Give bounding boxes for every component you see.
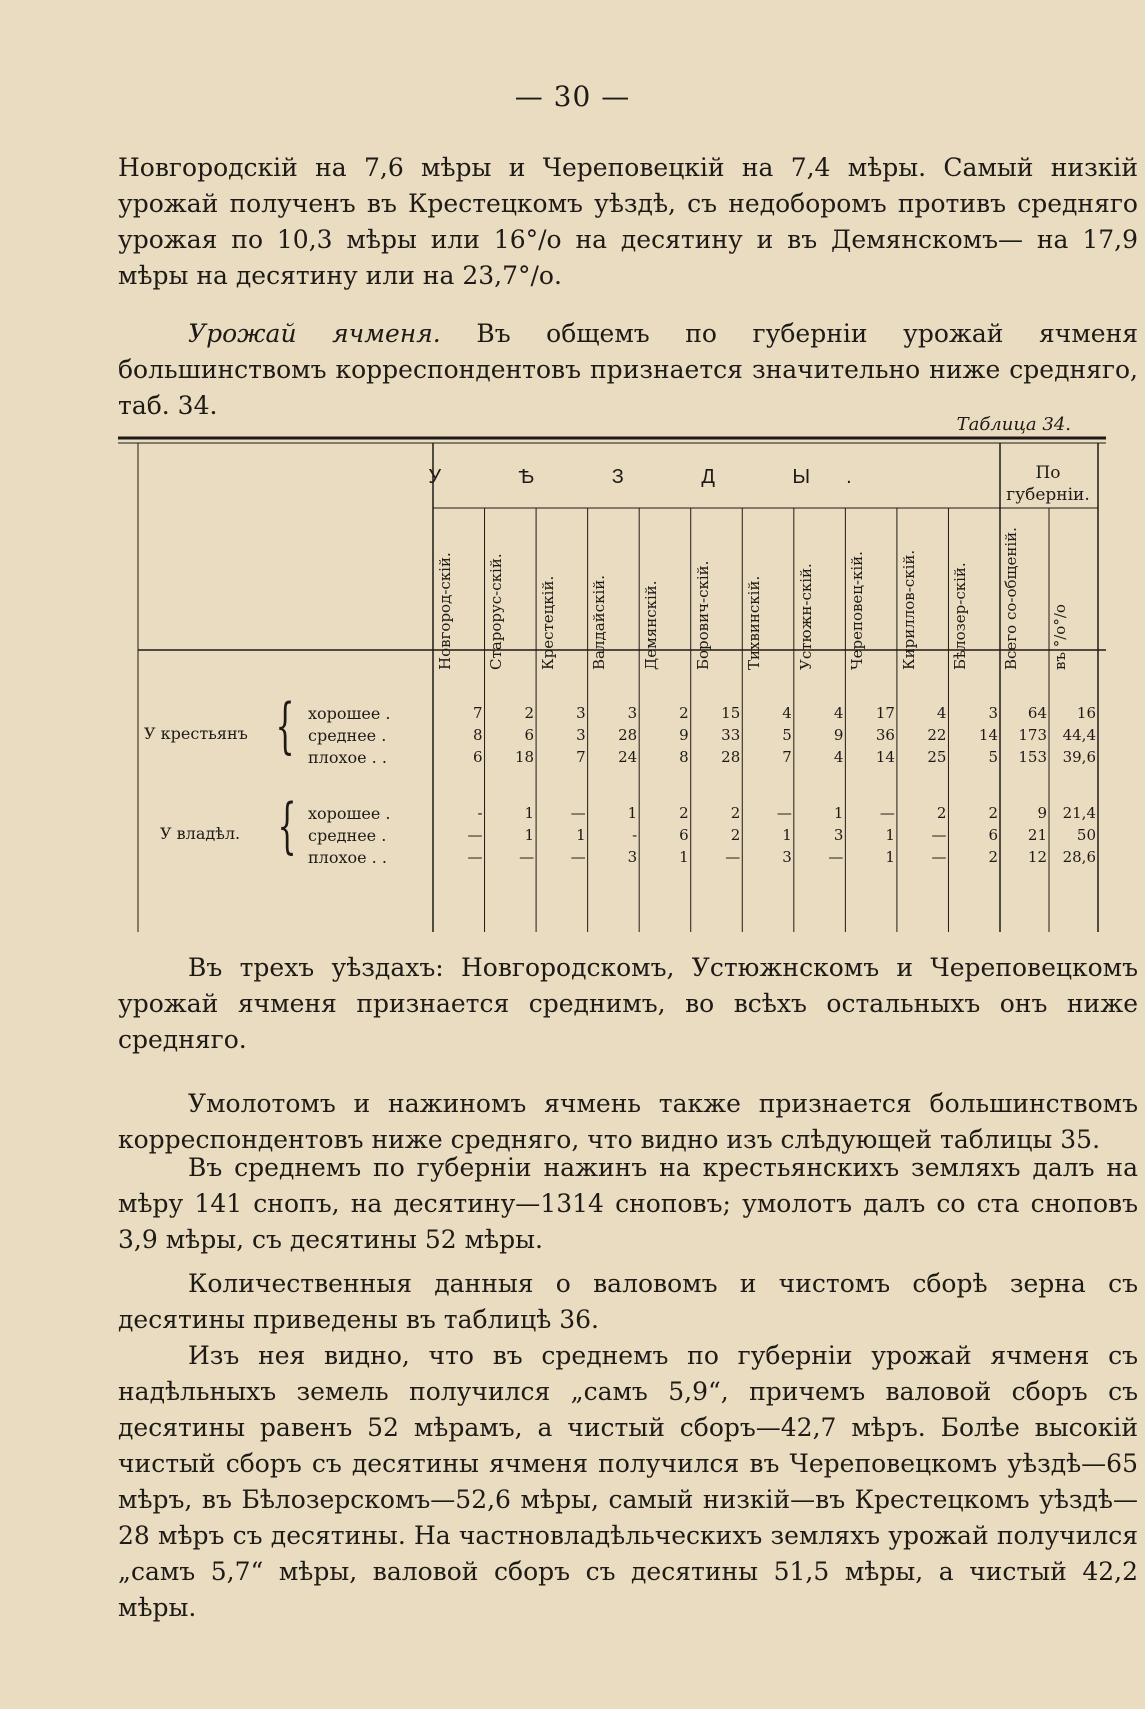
table-cell: 9	[679, 726, 689, 744]
table-cell: 14	[875, 748, 895, 766]
table-cell: 1	[679, 848, 689, 866]
column-header: Демянскій.	[641, 580, 660, 670]
table-cell: 28	[721, 748, 741, 766]
table-cell: 1	[576, 826, 586, 844]
table-cell: 5	[988, 748, 998, 766]
column-header: Череповец-кій.	[848, 551, 867, 670]
table-cell: —	[467, 848, 483, 866]
column-header: Староруc-скій.	[487, 553, 506, 670]
column-header: Бѣлозер-скій.	[951, 562, 970, 670]
table-cell: 5	[782, 726, 792, 744]
column-header: Всего со-общеній.	[1001, 527, 1020, 670]
table-cell: 17	[875, 704, 895, 722]
table-cell: 6	[472, 748, 483, 766]
table-cell: 3	[782, 848, 792, 866]
table-cell: 3	[576, 726, 586, 744]
column-header: Борович-скій.	[693, 560, 712, 670]
table-cell: 21	[1027, 826, 1047, 844]
table-cell: —	[931, 826, 947, 844]
gubernia-header: По губерніи.	[1006, 463, 1090, 505]
table-cell: 7	[576, 748, 586, 766]
table-cell: 64	[1027, 704, 1047, 722]
table-cell: 21,4	[1062, 804, 1096, 822]
table-cell: —	[467, 826, 483, 844]
column-header: Валдайскій.	[590, 574, 609, 670]
table-cell: 28	[618, 726, 638, 744]
table-cell: —	[570, 848, 586, 866]
table-cell: 22	[927, 726, 947, 744]
table-cell: 3	[627, 704, 638, 722]
table-cell: 2	[524, 704, 535, 722]
table-cell: 2	[936, 804, 947, 822]
table-34	[118, 436, 1106, 932]
table-cell: 12	[1027, 848, 1047, 866]
table-cell: 39,6	[1062, 748, 1096, 766]
column-header: Кириллов-скій.	[899, 549, 918, 670]
table-cell: 9	[833, 726, 844, 744]
row-label: среднее .	[308, 726, 387, 745]
paragraph-5	[118, 1150, 1138, 1258]
row-label: хорошее .	[308, 804, 391, 823]
table-cell: —	[828, 848, 844, 866]
table-cell: 6	[988, 826, 998, 844]
table-cell: 7	[782, 748, 792, 766]
table-cell: 8	[679, 748, 689, 766]
table-cell: 16	[1076, 704, 1096, 722]
table-cell: 1	[885, 826, 895, 844]
paragraph-4-text: Умолотомъ и нажиномъ ячмень также признается большинствомъ корреспондентовъ ниже средняго, что видно изъ слѣдующей таблицы 35.	[118, 1089, 1138, 1154]
table-cell: 28,6	[1062, 848, 1096, 866]
row-group-label: У крестьянъ	[144, 724, 248, 743]
table-cell: 2	[730, 804, 741, 822]
table-cell: —	[519, 848, 535, 866]
table-cell: 33	[721, 726, 741, 744]
table-cell: 3	[627, 848, 638, 866]
table-cell: 6	[524, 726, 535, 744]
table-cell: —	[931, 848, 947, 866]
table-caption: Таблица 34.	[956, 414, 1071, 435]
paragraph-3	[118, 950, 1138, 1058]
table-cell: 4	[833, 748, 844, 766]
row-label: плохое . .	[308, 748, 387, 767]
paragraph-1: Новгородскій на 7,6 мѣры и Череповецкій на 7,4 мѣры. Самый низкій урожай полученъ въ Крестецкомъ уѣздѣ, съ недоборомъ противъ средняго урожая по 10,3 мѣры или 16°/о на десятину и въ Демянскомъ— на 17,9 мѣры на десятину или на 23,7°/о.	[118, 153, 1138, 290]
column-header: въ °/о°/о	[1050, 604, 1069, 670]
table-cell: 6	[679, 826, 689, 844]
paragraph-4	[118, 1086, 1138, 1158]
table-cell: 1	[885, 848, 895, 866]
table-cell: 4	[936, 704, 947, 722]
table-cell: 2	[679, 804, 689, 822]
table-cell: 3	[833, 826, 844, 844]
table-cell: 2	[988, 848, 998, 866]
column-header: Новгород-скій.	[435, 552, 454, 670]
uezdy-header: У Ѣ З Д Ы.	[428, 466, 888, 488]
paragraph-2	[118, 316, 1138, 424]
page-number: — 30 —	[514, 80, 631, 113]
table-cell: 50	[1076, 826, 1096, 844]
paragraph-3-text: Въ трехъ уѣздахъ: Новгородскомъ, Устюжнскомъ и Череповецкомъ урожай ячменя признается среднимъ, во всѣхъ остальныхъ онъ ниже средняго.	[118, 953, 1138, 1054]
section-heading-barley: Урожай ячменя.	[188, 319, 441, 348]
table-cell: 36	[875, 726, 895, 744]
table-cell: 173	[1018, 726, 1047, 744]
paragraph-7-text: Изъ нея видно, что въ среднемъ по губерніи урожай ячменя съ надѣльныхъ земель получился „самъ 5,9“, причемъ валовой сборъ съ десятины равенъ 52 мѣрамъ, а чистый сборъ—42,7 мѣръ. Болѣе высокій чистый сборъ съ десятины ячменя получился въ Череповецкомъ уѣздѣ—65 мѣръ, въ Бѣлозерскомъ—52,6 мѣры, самый низкій—въ Крестецкомъ уѣздѣ—28 мѣръ съ десятины. На частновладѣльческихъ земляхъ урожай получился „самъ 5,7“ мѣры, валовой сборъ съ десятины 51,5 мѣры, а чистый 42,2 мѣры.	[118, 1341, 1138, 1622]
table-cell: 2	[988, 804, 998, 822]
table-cell: —	[725, 848, 741, 866]
column-header: Устюжн-скій.	[796, 563, 815, 670]
row-label: хорошее .	[308, 704, 391, 723]
row-label: среднее .	[308, 826, 387, 845]
table-cell: 8	[472, 726, 483, 744]
table-cell: 1	[524, 804, 535, 822]
table-cell: 15	[721, 704, 741, 722]
table-cell: -	[632, 826, 638, 844]
table-cell: 153	[1018, 748, 1047, 766]
table-cell: 1	[627, 804, 638, 822]
table-cell: 9	[1037, 804, 1047, 822]
table-cell: —	[776, 804, 792, 822]
table-cell: —	[570, 804, 586, 822]
table-cell: —	[879, 804, 895, 822]
table-cell: 2	[679, 704, 689, 722]
table-cell: 24	[618, 748, 638, 766]
table-cell: 44,4	[1062, 726, 1096, 744]
paragraph-2-text: Въ общемъ по губерніи урожай ячменя большинствомъ корреспондентовъ признается значительно ниже средняго, таб. 34.	[118, 319, 1138, 420]
row-label: плохое . .	[308, 848, 387, 867]
paragraph-7	[118, 1338, 1138, 1626]
table-cell: 1	[833, 804, 844, 822]
table-cell: 7	[472, 704, 483, 722]
paragraph-5-text: Въ среднемъ по губерніи нажинъ на крестьянскихъ земляхъ далъ на мѣру 141 снопъ, на десятину—1314 сноповъ; умолотъ далъ со ста сноповъ 3,9 мѣры, съ десятины 52 мѣры.	[118, 1153, 1138, 1254]
table-cell: 14	[978, 726, 998, 744]
table-cell: 2	[730, 826, 741, 844]
row-group-brace: {	[277, 791, 297, 861]
table-cell: 18	[514, 748, 535, 766]
row-group-label: У владѣл.	[160, 824, 241, 843]
row-group-brace: {	[275, 691, 295, 761]
column-header: Крестецкій.	[538, 575, 557, 670]
table-cell: 1	[782, 826, 792, 844]
table-cell: 3	[988, 704, 998, 722]
table-cell: 1	[524, 826, 535, 844]
column-header: Тихвинскій.	[745, 575, 764, 670]
table-cell: -	[477, 804, 483, 822]
table-cell: 4	[833, 704, 844, 722]
table-cell: 25	[927, 748, 947, 766]
table-cell: 3	[576, 704, 586, 722]
paragraph-6-text: Количественныя данныя о валовомъ и чистомъ сборѣ зерна съ десятины приведены въ таблицѣ 36.	[118, 1269, 1138, 1334]
table-cell: 4	[782, 704, 792, 722]
paragraph-6	[118, 1266, 1138, 1338]
